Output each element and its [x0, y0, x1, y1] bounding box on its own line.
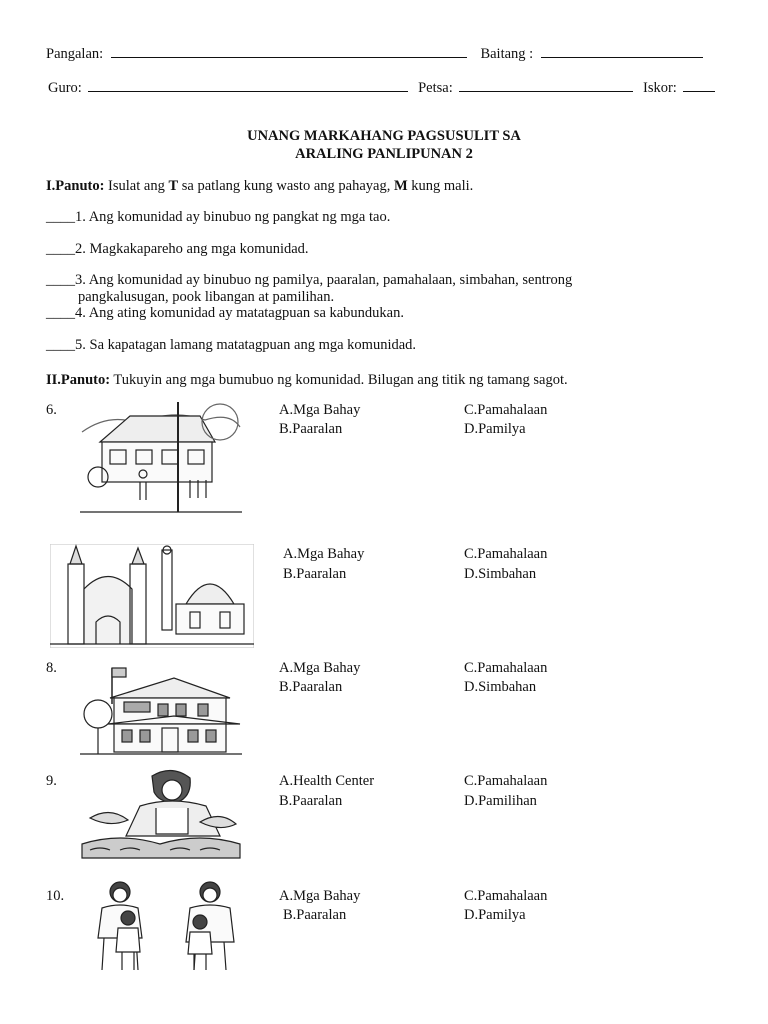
town-hall-icon [80, 664, 242, 758]
family-icon [80, 878, 260, 974]
question-item [46, 272, 572, 289]
grade-blank[interactable] [541, 44, 703, 58]
question-item [46, 305, 404, 322]
grade-label: Baitang : [480, 46, 534, 62]
teacher-field-row [48, 78, 715, 97]
choice-d[interactable]: D.Pamilihan [464, 793, 537, 809]
question-text: 1. Ang komunidad ay binubuo ng pangkat ng mga tao. [75, 209, 391, 225]
part2-instructions [46, 372, 568, 389]
choice-c[interactable]: C.Pamahalaan [464, 773, 548, 789]
exam-title-line2: ARALING PANLIPUNAN 2 [295, 146, 473, 162]
date-label: Petsa: [418, 80, 453, 96]
choice-a[interactable]: A.Mga Bahay [283, 546, 365, 562]
choice-d[interactable]: D.Pamilya [464, 907, 526, 923]
choice-c[interactable]: C.Pamahalaan [464, 546, 548, 562]
question-number: 8. [46, 660, 57, 676]
question-item [46, 241, 309, 258]
question-text: 5. Sa kapatagan lamang matatagpuan ang mga komunidad. [75, 337, 417, 353]
date-blank[interactable] [459, 78, 633, 92]
answer-blank[interactable]: ____ [46, 337, 75, 353]
part1-text-b: sa patlang kung wasto ang pahayag, [178, 178, 394, 194]
question-text: 4. Ang ating komunidad ay matatagpuan sa kabundukan. [75, 305, 404, 321]
choice-a[interactable]: A.Mga Bahay [279, 402, 361, 418]
part1-text-a: Isulat ang [104, 178, 169, 194]
choice-d[interactable]: D.Pamilya [464, 421, 526, 437]
part2-label: II.Panuto: [46, 372, 111, 388]
question-item [46, 337, 416, 354]
answer-blank[interactable]: ____ [46, 272, 75, 288]
part1-label: I.Panuto: [46, 178, 105, 194]
choice-c[interactable]: C.Pamahalaan [464, 888, 548, 904]
choice-a[interactable]: A.Mga Bahay [279, 888, 361, 904]
choice-c[interactable]: C.Pamahalaan [464, 660, 548, 676]
choice-b[interactable]: B.Paaralan [279, 421, 343, 437]
question-number: 9. [46, 773, 57, 789]
name-label: Pangalan: [46, 46, 104, 62]
choice-a[interactable]: A.Mga Bahay [279, 660, 361, 676]
part1-t: T [168, 178, 179, 194]
part1-m: M [393, 178, 408, 194]
teacher-label: Guro: [48, 80, 82, 96]
answer-blank[interactable]: ____ [46, 209, 75, 225]
choice-b[interactable]: B.Paaralan [279, 793, 343, 809]
question-number: 6. [46, 402, 57, 418]
question-text: 3. Ang komunidad ay binubuo ng pamilya, paaralan, pamahalaan, simbahan, sentrong [75, 272, 573, 288]
choice-b[interactable]: B.Paaralan [283, 566, 347, 582]
teacher-blank[interactable] [88, 78, 408, 92]
part1-instructions [46, 178, 473, 195]
choice-d[interactable]: D.Simbahan [464, 566, 537, 582]
score-blank[interactable] [683, 78, 715, 92]
choice-c[interactable]: C.Pamahalaan [464, 402, 548, 418]
choice-a[interactable]: A.Health Center [279, 773, 375, 789]
choice-b[interactable]: B.Paaralan [279, 679, 343, 695]
choice-b[interactable]: B.Paaralan [283, 907, 347, 923]
name-blank[interactable] [111, 44, 467, 58]
answer-blank[interactable]: ____ [46, 305, 75, 321]
school-house-icon [80, 402, 242, 514]
part1-text-c: kung mali. [407, 178, 474, 194]
score-label: Iskor: [642, 80, 677, 96]
question-number: 10. [46, 888, 65, 904]
name-field-row [46, 44, 703, 63]
choice-d[interactable]: D.Simbahan [464, 679, 537, 695]
exam-title-line1: UNANG MARKAHANG PAGSUSULIT SA [247, 128, 521, 144]
question-text-continuation: pangkalusugan, pook libangan at pamilihan. [78, 289, 335, 305]
question-item [46, 209, 390, 226]
question-text: 2. Magkakapareho ang mga komunidad. [75, 241, 309, 257]
fish-vendor-icon [80, 766, 242, 862]
church-mosque-icon [50, 544, 254, 648]
part2-text: Tukuyin ang mga bumubuo ng komunidad. Bilugan ang titik ng tamang sagot. [110, 372, 568, 388]
answer-blank[interactable]: ____ [46, 241, 75, 257]
